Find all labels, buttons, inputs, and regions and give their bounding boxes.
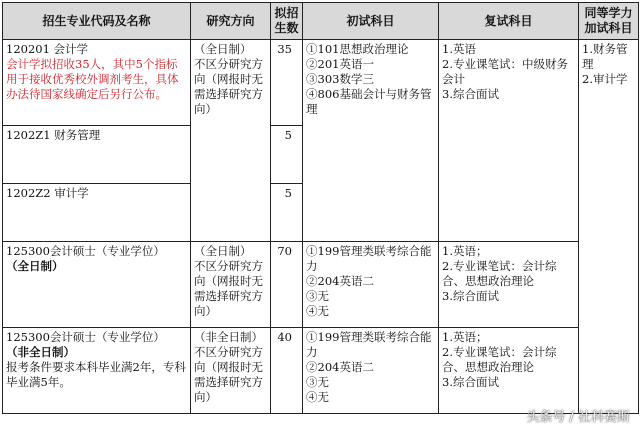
- header-extra: 同等学力加试科目: [579, 3, 639, 40]
- table-row: [3, 328, 639, 414]
- major-code: 125300会计硕士（专业学位）: [6, 244, 165, 258]
- major-code: 125300会计硕士（专业学位）: [6, 330, 165, 344]
- major-cell: [3, 40, 191, 126]
- header-row: [3, 3, 639, 40]
- table-row: [3, 242, 639, 328]
- header-initial: 初试科目: [303, 3, 439, 40]
- header-direction: 研究方向: [191, 3, 271, 40]
- extra-cell: 1.财务管理 2.审计学: [579, 40, 639, 414]
- initial-cell: ①199管理类联考综合能力 ②204英语二 ③无 ④无: [303, 242, 439, 328]
- study-mode: （全日制）: [6, 259, 64, 273]
- table-row: [3, 40, 639, 126]
- enroll-cell: 5: [271, 126, 303, 184]
- enroll-cell: 70: [271, 242, 303, 328]
- retest-cell: 1.英语； 2.专业课笔试：会计综合、思想政治理论 3.综合面试: [439, 242, 579, 328]
- admissions-table: [2, 2, 639, 414]
- watermark: 头条号 / 社科赛斯: [526, 410, 630, 425]
- direction-cell: （全日制） 不区分研究方向（网报时无需选择研究方向）: [191, 242, 271, 328]
- header-major: 招生专业代码及名称: [3, 3, 191, 40]
- direction-cell: （全日制） 不区分研究方向（网报时无需选择研究方向）: [191, 40, 271, 242]
- major-code: 1202Z1 财务管理: [3, 126, 191, 184]
- study-mode: （非全日制）: [6, 345, 75, 359]
- retest-cell: 1.英语； 2.专业课笔试：会计综合、思想政治理论 3.综合面试: [439, 328, 579, 414]
- major-note: 会计学拟招收35人，其中5个指标用于接收优秀校外调剂考生，具体办法待国家线确定后另行公布。: [6, 57, 179, 101]
- enroll-cell: 35: [271, 40, 303, 126]
- initial-cell: ①199管理类联考综合能力 ②204英语二 ③无 ④无: [303, 328, 439, 414]
- enroll-cell: 5: [271, 184, 303, 242]
- enroll-cell: 40: [271, 328, 303, 414]
- major-note: 报考条件要求本科毕业满2年，专科毕业满5年。: [6, 360, 186, 389]
- major-code: 1202Z2 审计学: [3, 184, 191, 242]
- retest-cell: 1.英语 2.专业课笔试：中级财务会计 3.综合面试: [439, 40, 579, 242]
- major-cell: [3, 328, 191, 414]
- major-cell: [3, 242, 191, 328]
- header-enroll: 拟招生数: [271, 3, 303, 40]
- header-retest: 复试科目: [439, 3, 579, 40]
- direction-cell: （非全日制） 不区分研究方向（网报时无需选择研究方向）: [191, 328, 271, 414]
- major-code: 120201 会计学: [6, 42, 89, 56]
- initial-cell: ①101思想政治理论 ②201英语一 ③303数学三 ④806基础会计与财务管理: [303, 40, 439, 242]
